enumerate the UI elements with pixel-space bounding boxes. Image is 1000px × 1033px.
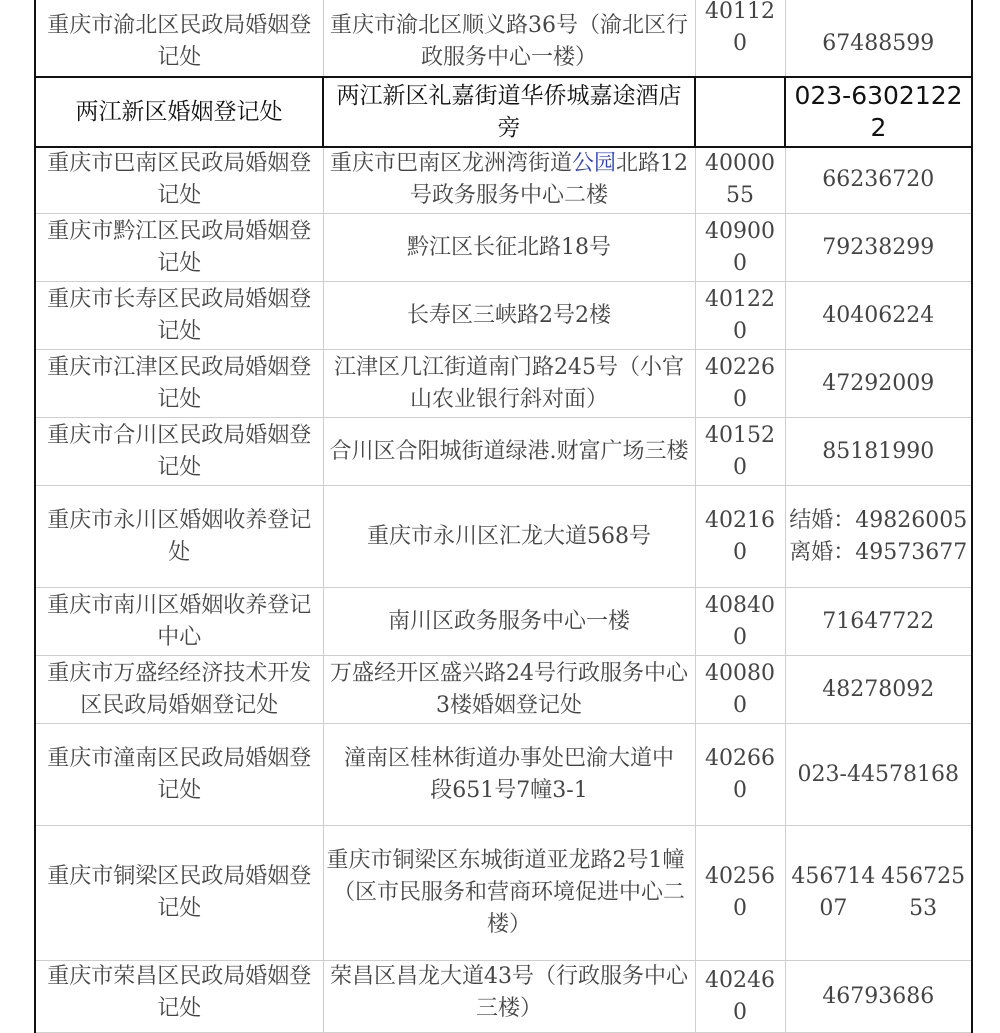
office-address xyxy=(323,147,695,214)
address-part: 北路12号政务服务中心二楼 xyxy=(409,151,689,209)
office-name: 重庆市巴南区民政局婚姻登记处 xyxy=(35,147,323,214)
address-link[interactable]: 公园 xyxy=(572,151,617,177)
phone-number: 48278092 xyxy=(785,656,972,724)
postal-code: 402160 xyxy=(695,486,785,588)
table-row xyxy=(35,826,972,961)
table-row-highlighted xyxy=(35,77,972,147)
table-row xyxy=(35,214,972,282)
phone-part: 45671407 xyxy=(791,864,876,921)
office-address: 重庆市永川区汇龙大道568号 xyxy=(323,486,695,588)
phone-number: 67488599 xyxy=(785,0,972,77)
phone-number: 结婚：49826005 离婚：49573677 xyxy=(785,486,972,588)
office-name: 重庆市渝北区民政局婚姻登记处 xyxy=(35,0,323,77)
postal-code: 400800 xyxy=(695,656,785,724)
phone-number: 85181990 xyxy=(785,418,972,486)
office-address xyxy=(323,724,695,826)
office-name: 重庆市南川区婚姻收养登记中心 xyxy=(35,588,323,656)
office-address: 荣昌区昌龙大道43号（行政服务中心三楼） xyxy=(323,961,695,1033)
address-line: （区市民服务和营商环境促进中心二楼） xyxy=(332,880,685,937)
office-name: 重庆市永川区婚姻收养登记处 xyxy=(35,486,323,588)
office-address: 万盛经开区盛兴路24号行政服务中心3楼婚姻登记处 xyxy=(323,656,695,724)
phone-number: 71647722 xyxy=(785,588,972,656)
postal-code: 401520 xyxy=(695,418,785,486)
phone-number: 47292009 xyxy=(785,350,972,418)
phone-number: 023-63021222 xyxy=(785,77,972,147)
postal-code: 402460 xyxy=(695,961,785,1033)
postal-code xyxy=(695,77,785,147)
office-name: 重庆市潼南区民政局婚姻登记处 xyxy=(35,724,323,826)
table-row xyxy=(35,350,972,418)
office-address: 江津区几江街道南门路245号（小官山农业银行斜对面） xyxy=(323,350,695,418)
office-address: 两江新区礼嘉街道华侨城嘉途酒店旁 xyxy=(323,77,695,147)
table-row xyxy=(35,418,972,486)
postal-code: 4000055 xyxy=(695,147,785,214)
office-address: 重庆市渝北区顺义路36号（渝北区行政服务中心一楼） xyxy=(323,0,695,77)
office-address: 南川区政务服务中心一楼 xyxy=(323,588,695,656)
phone-number: 40406224 xyxy=(785,282,972,350)
postal-code: 401120 xyxy=(695,0,785,77)
office-address: 长寿区三峡路2号2楼 xyxy=(323,282,695,350)
phone-number: 46793686 xyxy=(785,961,972,1033)
office-name: 重庆市万盛经经济技术开发区民政局婚姻登记处 xyxy=(35,656,323,724)
address-part: 重庆市巴南区龙洲湾街道 xyxy=(329,151,572,177)
address-line: 潼南区桂林街道办事处巴渝大道中 xyxy=(343,745,674,771)
address-line: 段651号7幢3-1 xyxy=(430,777,588,803)
postal-code: 408400 xyxy=(695,588,785,656)
office-name: 重庆市荣昌区民政局婚姻登记处 xyxy=(35,961,323,1033)
office-name: 重庆市铜梁区民政局婚姻登记处 xyxy=(35,826,323,961)
table-row xyxy=(35,282,972,350)
phone-number: 66236720 xyxy=(785,147,972,214)
phone-number: 79238299 xyxy=(785,214,972,282)
office-name: 重庆市黔江区民政局婚姻登记处 xyxy=(35,214,323,282)
office-name: 两江新区婚姻登记处 xyxy=(35,77,323,147)
address-line: 重庆市铜梁区东城街道亚龙路2号1幢 xyxy=(326,848,685,873)
postal-code: 402660 xyxy=(695,724,785,826)
table-row xyxy=(35,486,972,588)
postal-code: 409000 xyxy=(695,214,785,282)
office-address xyxy=(323,826,695,961)
table-row xyxy=(35,961,972,1033)
postal-code: 402260 xyxy=(695,350,785,418)
office-name: 重庆市合川区民政局婚姻登记处 xyxy=(35,418,323,486)
registry-table xyxy=(34,0,973,1033)
table-row xyxy=(35,147,972,214)
phone-part: 45672553 xyxy=(881,864,966,921)
office-address: 合川区合阳城街道绿港.财富广场三楼 xyxy=(323,418,695,486)
postal-code: 402560 xyxy=(695,826,785,961)
office-name: 重庆市江津区民政局婚姻登记处 xyxy=(35,350,323,418)
table-row xyxy=(35,588,972,656)
table-row xyxy=(35,656,972,724)
phone-number xyxy=(785,826,972,961)
office-address: 黔江区长征北路18号 xyxy=(323,214,695,282)
phone-number: 023-44578168 xyxy=(785,724,972,826)
postal-code: 401220 xyxy=(695,282,785,350)
table-row xyxy=(35,0,972,77)
office-name: 重庆市长寿区民政局婚姻登记处 xyxy=(35,282,323,350)
table-row xyxy=(35,724,972,826)
